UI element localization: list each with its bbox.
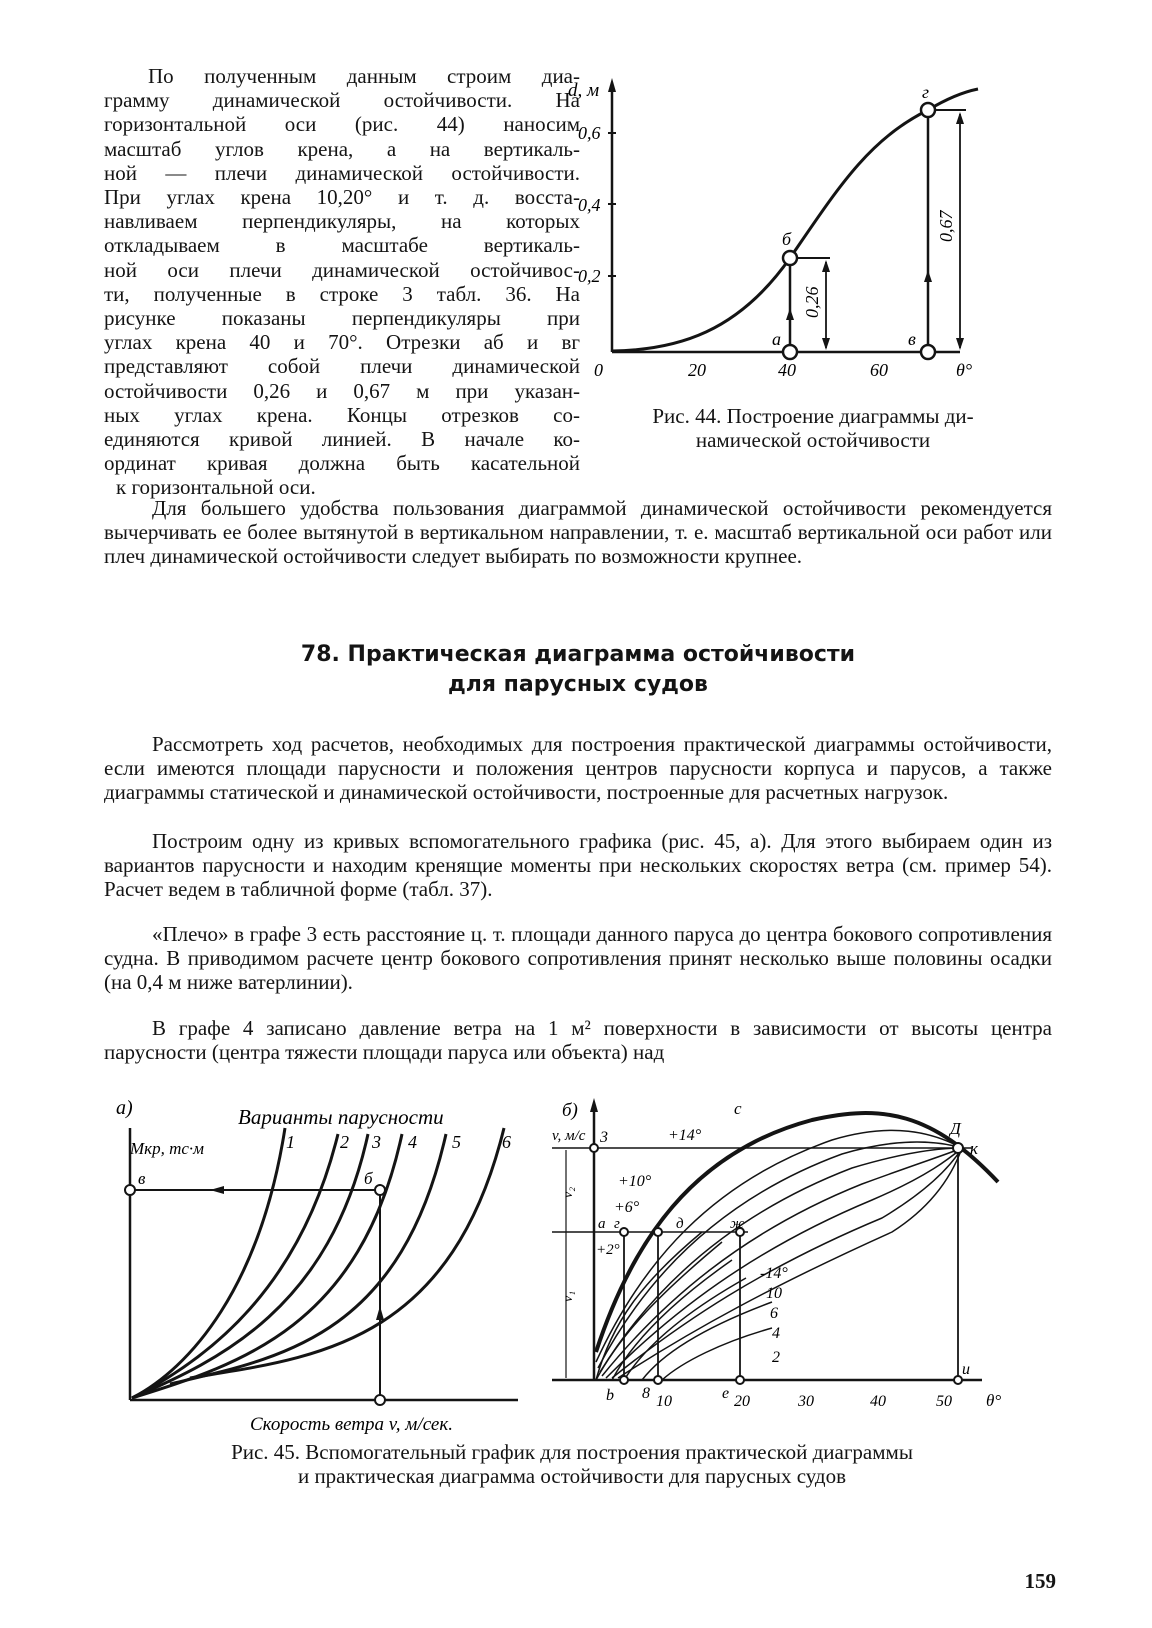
fig45b-x-tick: 30 — [798, 1393, 814, 1410]
body-paragraph-4: В графе 4 записано давление ветра на 1 м² поверхности в зависимости от высоты центра парусности (центра тяжести площади паруса или объекта) над — [104, 1016, 1052, 1065]
fig45b-x-tick: 50 — [936, 1393, 952, 1410]
fig45a-curve-2 — [132, 1134, 338, 1398]
fig44-x-tick: 0 — [594, 360, 603, 380]
fig45b-fan-label: 2 — [772, 1349, 780, 1366]
intro-line: При углах крена 10,20° и т. д. восста- — [104, 185, 580, 210]
intro-line: остойчивости 0,26 и 0,67 м при указан- — [104, 378, 580, 403]
fig45b-y-mark: v₁ — [561, 1290, 576, 1302]
body-paragraph-3: «Плечо» в графе 3 есть расстояние ц. т. площади данного паруса до центра бокового сопротивления судна. В приводимом расчете центр бокового сопротивления принят несколько выше половины осадки (на 0,4 м ниже ватерлинии). — [104, 922, 1052, 995]
section-heading-line2: для парусных судов — [448, 672, 708, 697]
fig45b-point-label: е — [722, 1385, 730, 1402]
fig44-point-label: а — [772, 329, 781, 349]
fig44-curve — [612, 89, 978, 351]
fig45b-point-label: 10 — [656, 1393, 672, 1410]
fig45b-point-label: к — [970, 1139, 978, 1158]
intro-line: единяются кривой линией. В начале ко- — [104, 427, 580, 452]
fig45a-point-label: в — [138, 1169, 146, 1188]
fig44-point-b — [783, 251, 797, 265]
intro-line: представляют собой плечи динамической — [104, 354, 580, 379]
intro-line: ти, полученные в строке 3 табл. 36. На — [104, 281, 580, 306]
fig45b-point-label: с — [734, 1099, 742, 1118]
figure-44 — [568, 70, 1028, 400]
fig44-caption: Рис. 44. Построение диаграммы ди- намической остойчивости — [652, 404, 974, 452]
intro-line: грамму динамической остойчивости. На — [104, 88, 580, 113]
fig45b-angle-label: +14° — [668, 1127, 702, 1144]
fig45b-fan-label: -14° — [760, 1265, 788, 1282]
fig45a-curve-label: 4 — [408, 1132, 417, 1152]
fig45b-point-label: ж — [730, 1216, 744, 1232]
fig45b-x-tick: 40 — [870, 1393, 886, 1410]
intro-paragraph — [104, 64, 580, 500]
intro-line: рисунке показаны перпендикуляры при — [104, 306, 580, 331]
intro-line: По полученным данным строим диа- — [148, 64, 580, 88]
fig45a-point-b — [375, 1185, 385, 1195]
fig45a-y-label: Мкр, тс·м — [130, 1139, 205, 1158]
fig44-dim-label: 0,26 — [802, 286, 822, 318]
fig45b-fan-label: 4 — [772, 1325, 780, 1342]
intro-line: углах крена 40 и 70°. Отрезки аб и вг — [104, 330, 580, 355]
fig45a-curve-label: 6 — [502, 1132, 511, 1152]
fig44-y-label: d, м — [568, 80, 600, 101]
fig45a-curve-label: 3 — [372, 1132, 381, 1152]
fig45a-curve-label: 5 — [452, 1132, 461, 1152]
fig45b-point-label: 8 — [642, 1385, 650, 1402]
fig45b-point-label: u — [962, 1361, 970, 1378]
fig44-point-a — [783, 345, 797, 359]
fig44-x-tick: 60 — [870, 360, 888, 380]
fig45a-point-label: б — [364, 1169, 373, 1188]
fig44-x-tick: 20 — [688, 360, 706, 380]
intro-line: ных углах крена. Концы отрезков со- — [104, 402, 580, 427]
fig44-point-g — [921, 103, 935, 117]
fig45b-point-label: Д — [950, 1119, 961, 1138]
fig44-y-tick: 0,6 — [578, 123, 601, 143]
section-heading-line1: 78. Практическая диаграмма остойчивости — [300, 642, 856, 667]
fig45a-title: Варианты парусности — [238, 1105, 444, 1129]
fig45b-point-label: г — [614, 1216, 620, 1232]
fig45b-angle-label: +10° — [618, 1173, 652, 1190]
intro-line: горизонтальной оси (рис. 44) наносим — [104, 112, 580, 137]
fig45b-fan-label: 6 — [770, 1305, 778, 1322]
fig44-x-label: θ° — [956, 360, 973, 380]
intro-line: ной оси плечи динамической остойчивос- — [104, 257, 580, 282]
paragraph-intro-tail: Для большего удобства пользования диаграммой динамической остойчивости рекомендуется вычерчивать ее более вытянутой в вертикальном направлении, т. е. масштаб вертикальной оси работ или плеч динамической остойчивости следует выбирать по возможности крупнее. — [104, 496, 1052, 569]
fig44-point-label: г — [922, 82, 930, 102]
fig45a-curve-1 — [132, 1128, 285, 1398]
fig45b-y-mark: v₂ — [561, 1186, 576, 1198]
fig45a-panel-label: а) — [116, 1097, 133, 1119]
figure-45a — [110, 1088, 530, 1440]
fig44-y-tick: 0,4 — [578, 195, 601, 215]
fig45b-x-label: θ° — [986, 1391, 1002, 1410]
fig45b-point-label: д — [676, 1216, 684, 1232]
body-paragraph-2: Построим одну из кривых вспомогательного графика (рис. 45, а). Для этого выбираем один из вариантов парусности и находим кренящие моменты при нескольких скоростях ветра (см. пример 54). Расчет ведем в табличной форме (табл. 37). — [104, 829, 1052, 902]
fig44-y-arrow — [608, 78, 616, 92]
intro-line: к горизонтальной оси. — [116, 475, 316, 500]
intro-line: откладываем в масштабе вертикаль- — [104, 233, 580, 258]
fig45b-x-tick: 20 — [734, 1393, 750, 1410]
page-number: 159 — [1024, 1569, 1056, 1593]
body-paragraph-1: Рассмотреть ход расчетов, необходимых для построения практической диаграммы остойчивости, если имеются площади парусности и положения центров парусности корпуса и парусов, а также диаграммы статической и динамической остойчивости, построенные для расчетных нагрузок. — [104, 732, 1052, 805]
fig44-point-label: в — [908, 329, 916, 349]
fig45a-x-label: Скорость ветра v, м/сек. — [250, 1414, 453, 1435]
fig45a-curve-3 — [132, 1134, 368, 1398]
fig44-point-v — [921, 345, 935, 359]
fig44-y-tick: 0,2 — [578, 266, 601, 286]
intro-line: масштаб углов крена, а на вертикаль- — [104, 136, 580, 161]
fig45b-angle-label: +2° — [596, 1242, 620, 1258]
fig45b-point-label: b — [606, 1387, 614, 1404]
fig45a-curve-6 — [190, 1128, 504, 1378]
fig45b-angle-label: +6° — [614, 1199, 640, 1216]
fig45a-point-v — [125, 1185, 135, 1195]
figure-45b — [552, 1092, 1048, 1432]
fig44-x-tick: 40 — [778, 360, 796, 380]
fig44-dim-label: 0,67 — [936, 210, 956, 242]
fig45a-curve-label: 1 — [286, 1132, 295, 1152]
intro-line: ной — плечи динамической остойчивости. — [104, 160, 580, 185]
fig45b-panel-label: б) — [562, 1100, 578, 1121]
fig45a-curve-label: 2 — [340, 1132, 349, 1152]
fig45b-point-label: а — [598, 1216, 606, 1232]
fig45b-y-label: v, м/с — [552, 1128, 586, 1144]
fig45-caption: Рис. 45. Вспомогательный график для построения практической диаграммы и практическая диаграмма остойчивости для парусных судов — [231, 1440, 913, 1488]
intro-line: навливаем перпендикуляры, на которых — [104, 209, 580, 234]
fig45b-y-mark: 3 — [600, 1129, 608, 1146]
intro-line: ординат кривая должна быть касательной — [104, 451, 580, 476]
fig44-point-label: б — [782, 229, 792, 249]
fig45b-fan-label: 10 — [766, 1285, 782, 1302]
